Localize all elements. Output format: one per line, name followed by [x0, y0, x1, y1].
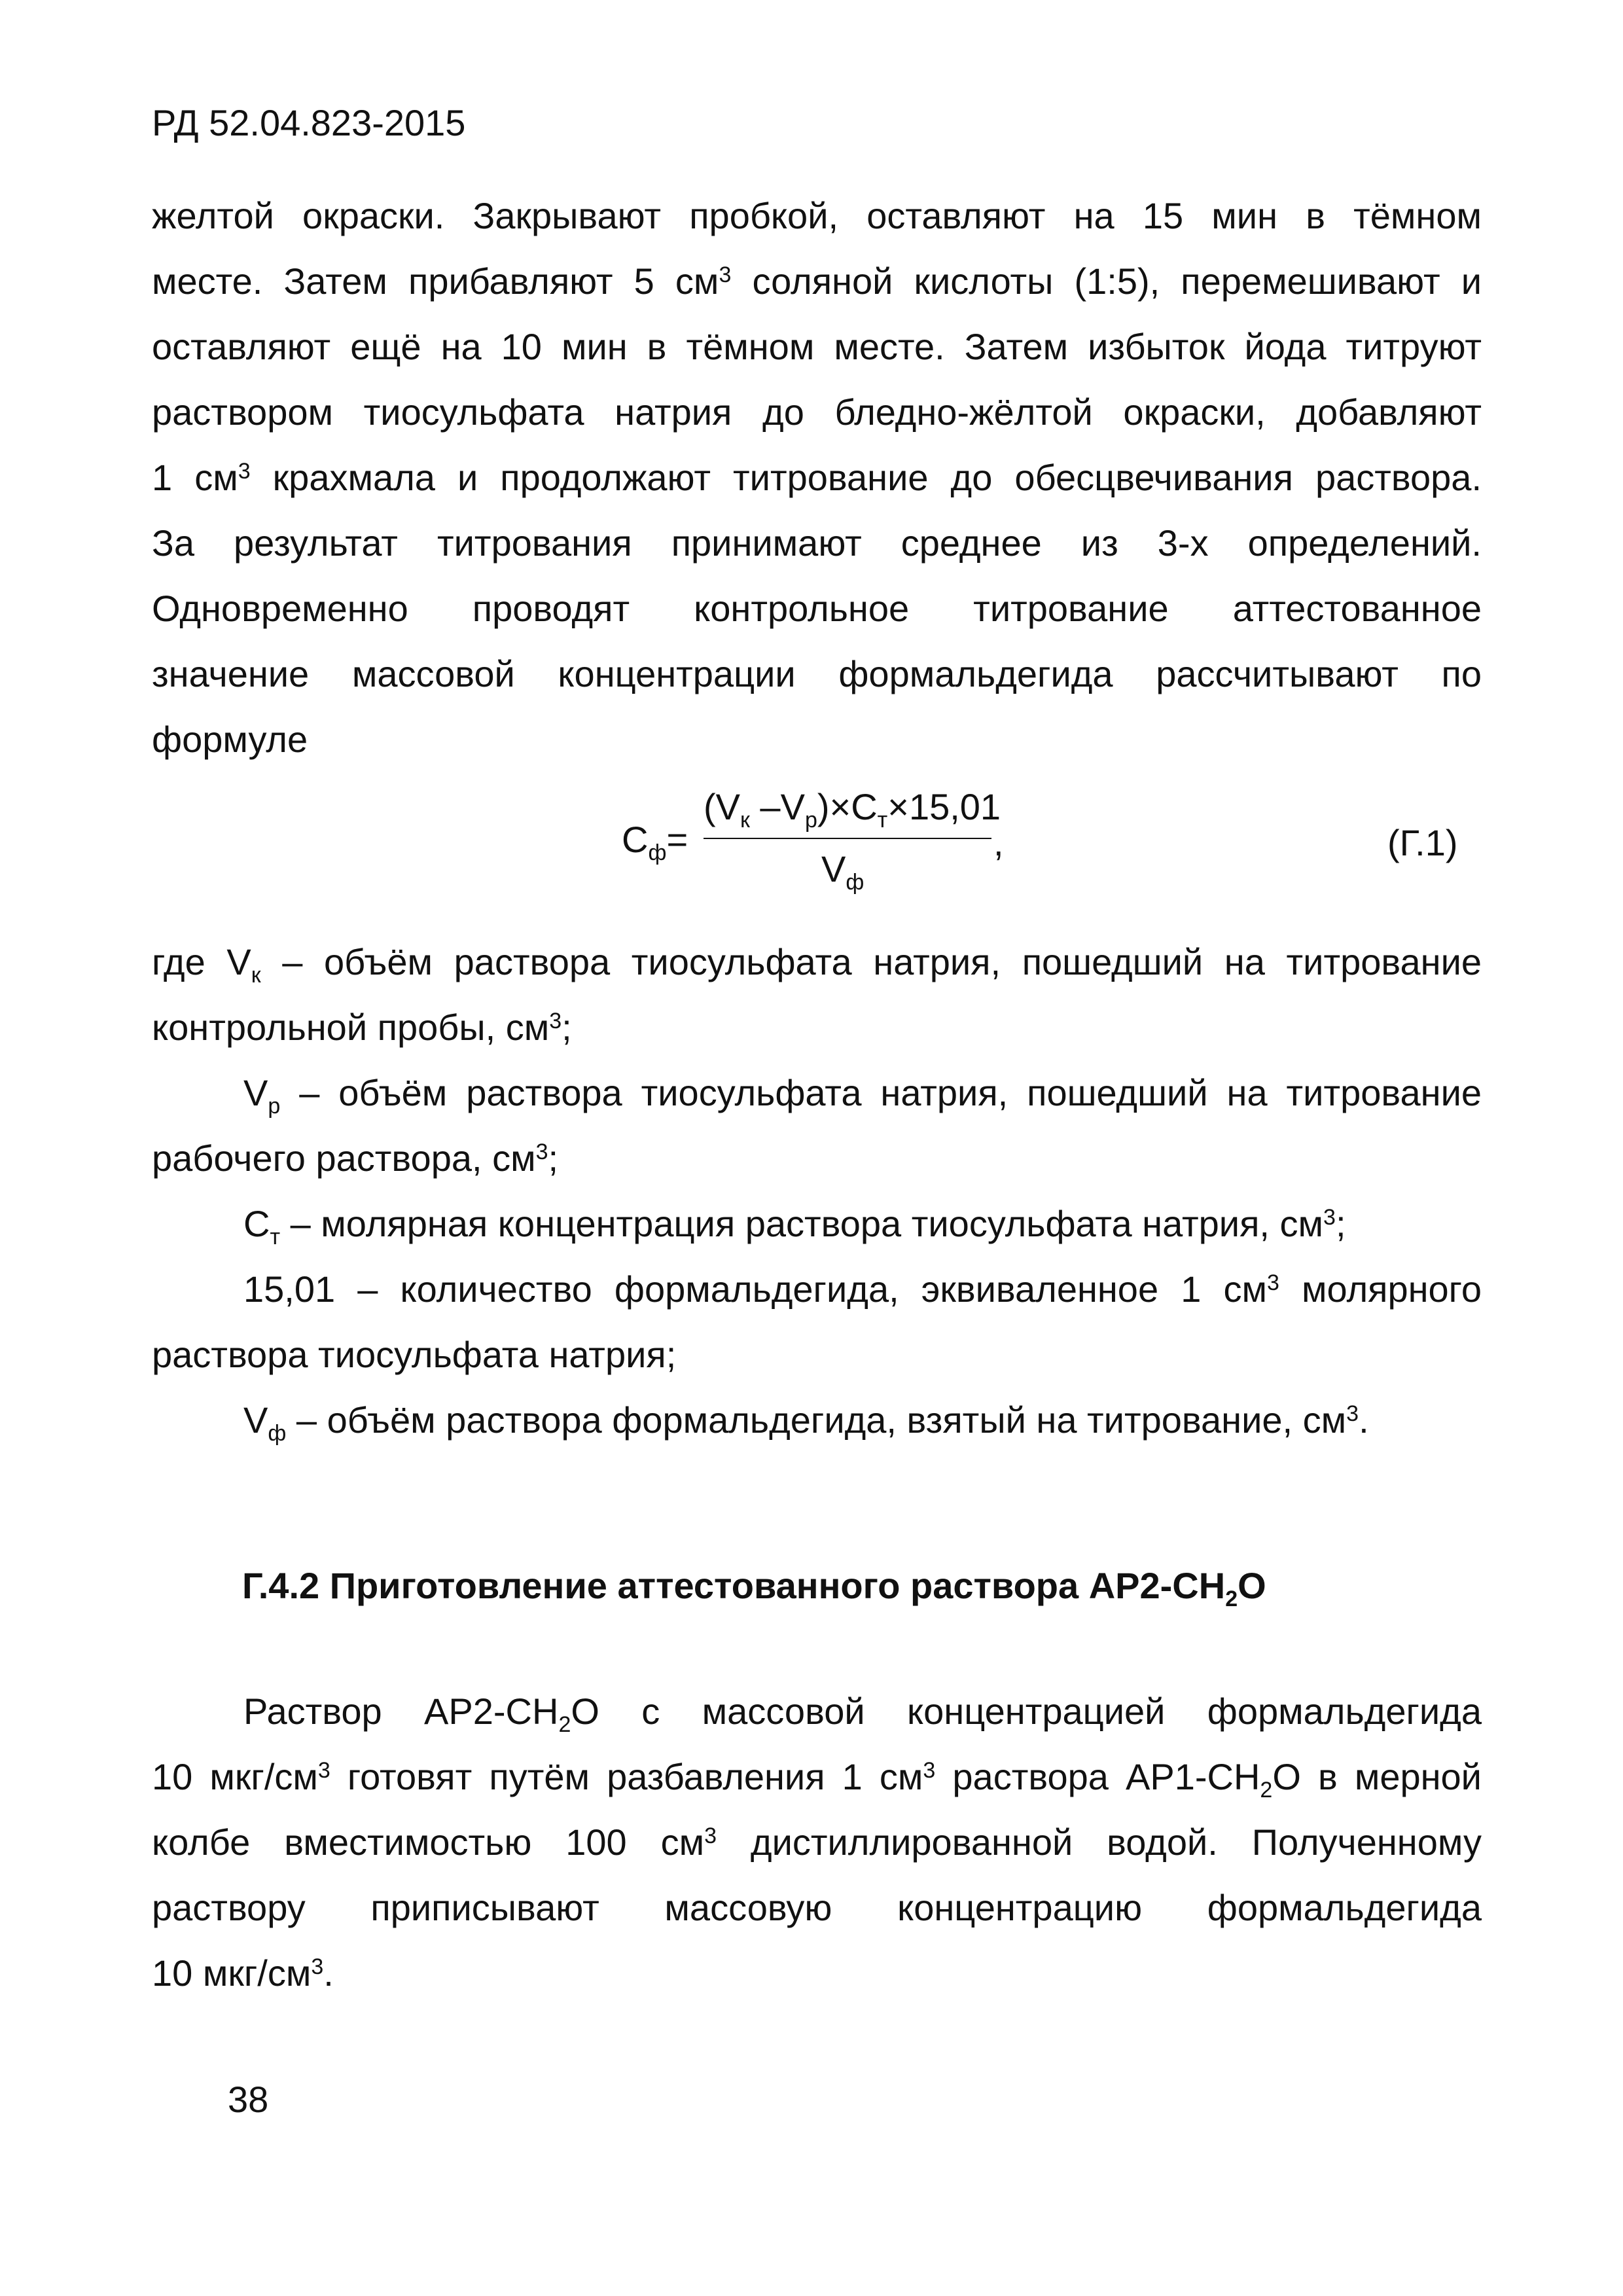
text-line: раствором тиосульфата натрия до бледно-жёлтой окраски, добавляют: [152, 391, 1482, 433]
definition-vf: $V_ф$ – объём раствора формальдегида, взятый на титрование, $см^3$.: [243, 1399, 1369, 1446]
superscript: 3: [238, 459, 251, 484]
paragraph-titration-procedure: [152, 183, 1482, 772]
text-line: желтой окраски. Закрывают пробкой, оставляют на 15 мин в тёмном: [152, 195, 1482, 236]
definition-vk-cont: контрольной пробы, $см^3$;: [152, 1007, 572, 1048]
formula-comma: ,: [993, 822, 1004, 863]
variable-definitions: [152, 929, 1482, 1453]
definition-vk: где $V_к$ – объём раствора тиосульфата натрия, пошедший на титрование: [152, 941, 1482, 988]
text-line: месте. Затем прибавляют 5 $см^3$ соляной кислоты (1:5), перемешивают и: [152, 260, 1482, 302]
definition-15-01-cont: раствора тиосульфата натрия;: [152, 1334, 677, 1375]
text-line: За результат титрования принимают среднее из 3-х определений.: [152, 522, 1482, 564]
superscript: 3: [719, 262, 732, 288]
formula-g1: [622, 785, 1080, 910]
formula-lhs: $С_ф=$: [622, 819, 688, 866]
text-line: 1 $см^3$ крахмала и продолжают титрование до обесцвечивания раствора.: [152, 457, 1482, 498]
text-line: значение массовой концентрации формальдегида рассчитывают по: [152, 653, 1482, 694]
text-line: Одновременно проводят контрольное титрование аттестованное: [152, 588, 1482, 629]
text-line: 10 мкг/$см^3$ готовят путём разбавления 1 $см^3$ раствора $АР1-СН_2О$ в мерной: [152, 1756, 1482, 1803]
fraction-bar: [704, 838, 991, 839]
definition-15-01: 15,01 – количество формальдегида, эквиваленное 1 $см^3$ молярного: [243, 1268, 1482, 1310]
paragraph-ar2-preparation: [152, 1679, 1482, 2006]
formula-denominator: $V_ф$: [821, 848, 865, 895]
text-line: раствору приписывают массовую концентрацию формальдегида: [152, 1887, 1482, 1928]
equation-number: (Г.1): [1387, 822, 1458, 863]
text-line: формуле: [152, 719, 308, 760]
definition-vp: $V_р$ – объём раствора тиосульфата натрия, пошедший на титрование: [243, 1072, 1482, 1119]
text-line: Раствор $АР2-СН_2О$ с массовой концентрацией формальдегида: [243, 1691, 1482, 1738]
page-number: 38: [228, 2079, 269, 2120]
text-line: оставляют ещё на 10 мин в тёмном месте. Затем избыток йода титруют: [152, 326, 1482, 367]
text-line: колбе вместимостью 100 $см^3$ дистиллированной водой. Полученному: [152, 1821, 1482, 1863]
document-code-header: РД 52.04.823-2015: [152, 102, 466, 143]
section-heading: Г.4.2 Приготовление аттестованного раствора $АР2-СН_2О$: [242, 1565, 1266, 1612]
text-line: 10 мкг/$см^3$.: [152, 1952, 334, 1994]
definition-vp-cont: рабочего раствора, $см^3$;: [152, 1138, 559, 1179]
definition-ct: $С_т$ – молярная концентрация раствора тиосульфата натрия, $см^3$;: [243, 1203, 1346, 1250]
formula-numerator: ($V_к$ $-V_р)\times С_т\times 15,01$: [704, 786, 1001, 833]
